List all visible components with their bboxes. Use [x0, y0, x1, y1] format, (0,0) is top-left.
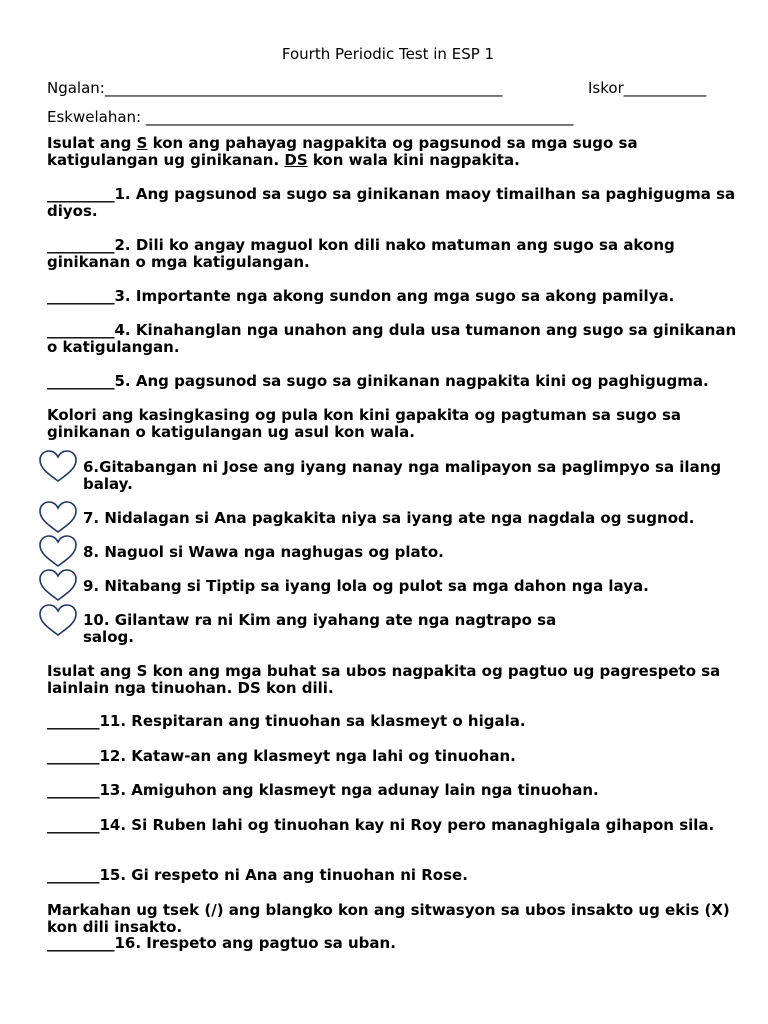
question-11: _______11. Respitaran ang tinuohan sa klasmeyt o higala.	[47, 712, 526, 730]
question-7: 7. Nidalagan si Ana pagkakita niya sa iyang ate nga nagdala og sugnod.	[83, 509, 695, 527]
ds-marker: DS	[284, 151, 308, 169]
section2-instruction: Kolori ang kasingkasing og pula kon kini gapakita og pagtuman sa sugo sa ginikanan o katigulangan ug asul kon wala.	[47, 406, 682, 441]
question-5: _________5. Ang pagsunod sa sugo sa ginikanan nagpakita kini og paghigugma.	[47, 372, 709, 390]
heart-icon	[38, 535, 78, 569]
question-2: _________2. Dili ko angay maguol kon dili nako matuman ang sugo sa akong ginikanan o mga katigulangan.	[47, 236, 675, 271]
heart-icon	[38, 501, 78, 535]
question-12: _______12. Kataw-an ang klasmeyt nga lahi og tinuohan.	[47, 747, 516, 765]
heart-icon	[38, 569, 78, 603]
school-label: Eskwelahan:	[47, 108, 142, 126]
question-15: _______15. Gi respeto ni Ana ang tinuohan ni Rose.	[47, 866, 468, 884]
s-marker: S	[136, 134, 148, 152]
heart-icon	[38, 450, 78, 484]
section1-instruction: Isulat ang S kon ang pahayag nagpakita og pagsunod sa mga sugo sa katigulangan ug ginikanan. DS kon wala kini nagpakita.	[47, 134, 638, 169]
name-label: Ngalan:	[47, 79, 105, 97]
question-14: _______14. Si Ruben lahi og tinuohan kay ni Roy pero managhigala gihapon sila.	[47, 816, 715, 834]
heart-icon	[38, 604, 78, 638]
question-8: 8. Naguol si Wawa nga naghugas og plato.	[83, 543, 444, 561]
score-row	[588, 79, 706, 97]
question-4: _________4. Kinahanglan nga unahon ang dula usa tumanon ang sugo sa ginikanan o katigulangan.	[47, 321, 737, 356]
question-3: _________3. Importante nga akong sundon ang mga sugo sa akong pamilya.	[47, 287, 675, 305]
score-label: Iskor	[588, 79, 624, 97]
question-13: _______13. Amiguhon ang klasmeyt nga adunay lain nga tinuohan.	[47, 781, 599, 799]
question-16: _________16. Irespeto ang pagtuo sa uban.	[47, 934, 396, 952]
page-title: Fourth Periodic Test in ESP 1	[281, 45, 495, 63]
name-row	[47, 79, 502, 97]
question-1: _________1. Ang pagsunod sa sugo sa ginikanan maoy timailhan sa paghigugma sa diyos.	[47, 185, 736, 220]
school-blank: _________________________________________________________	[145, 108, 574, 126]
question-9: 9. Nitabang si Tiptip sa iyang lola og pulot sa mga dahon nga laya.	[83, 577, 649, 595]
name-blank: _____________________________________________________	[104, 79, 503, 97]
question-6: 6.Gitabangan ni Jose ang iyang nanay nga malipayon sa paglimpyo sa ilang balay.	[83, 458, 722, 493]
school-row	[47, 108, 573, 126]
section4-instruction: Markahan ug tsek (/) ang blangko kon ang sitwasyon sa ubos insakto ug ekis (X) kon dili insakto.	[47, 901, 730, 936]
section3-instruction: Isulat ang S kon ang mga buhat sa ubos nagpakita og pagtuo ug pagrespeto sa lainlain nga tinuohan. DS kon dili.	[47, 662, 721, 697]
score-blank: ___________	[623, 79, 707, 97]
question-10: 10. Gilantaw ra ni Kim ang iyahang ate nga nagtrapo sa salog.	[83, 611, 557, 646]
